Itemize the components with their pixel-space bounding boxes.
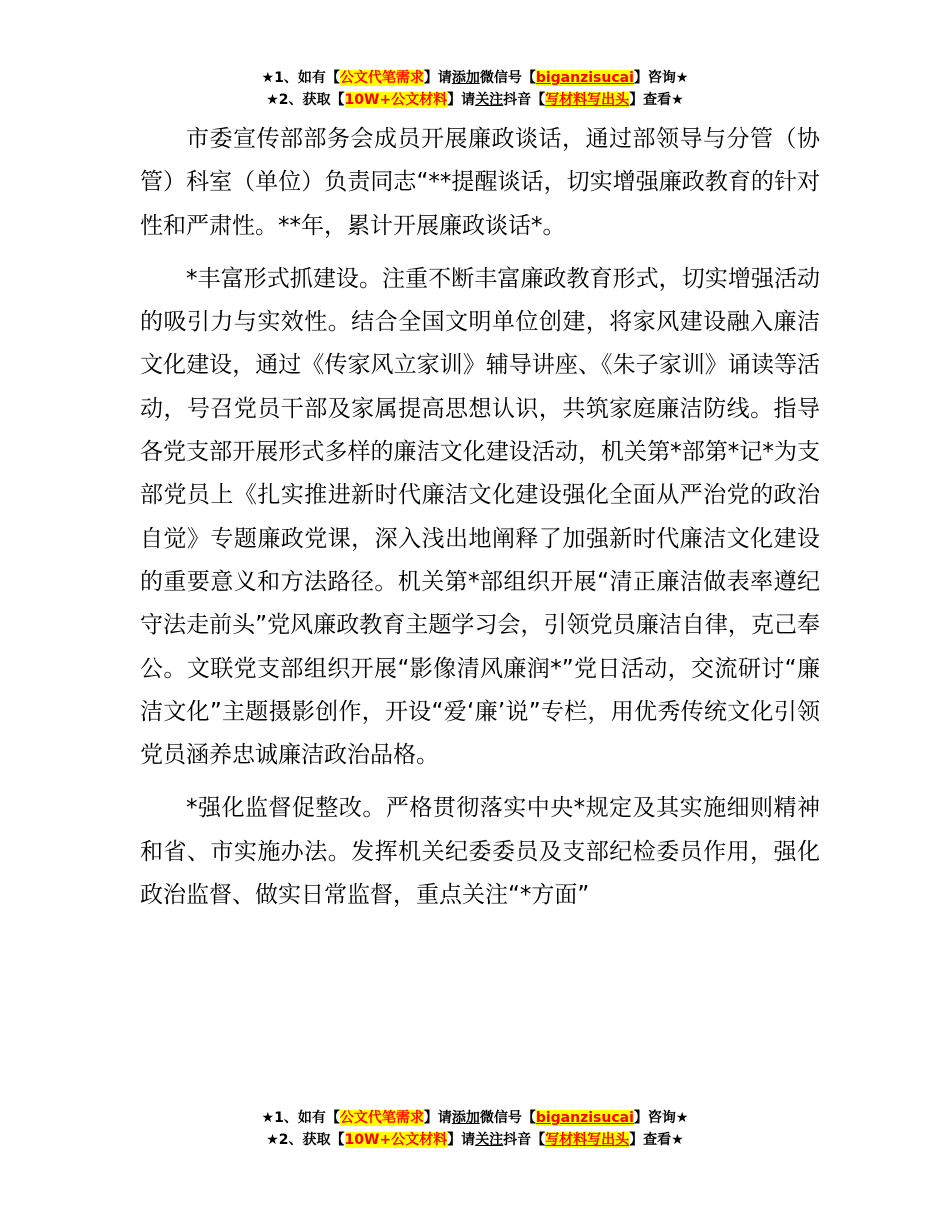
highlight-text: 公文代笔需求 [339,70,424,86]
banner-text: ★2、获取【 [266,92,345,108]
highlight-text: 公文代笔需求 [339,1110,424,1126]
banner-line-2 [0,1129,950,1151]
underlined-text: 添加 [451,1110,480,1126]
banner-text: 】查看★ [629,1132,684,1148]
banner-text: 】请 [447,1132,476,1148]
underlined-text: 关注 [475,1132,504,1148]
paragraph: *强化监督促整改。严格贯彻落实中央*规定及其实施细则精神和省、市实施办法。发挥机关纪委委员及支部纪检委员作用，强化政治监督、做实日常监督，重点关注“*方面” [140,795,820,909]
banner-text: 】咨询★ [633,70,689,86]
banner-line-2 [0,89,950,111]
underlined-text: 关注 [475,92,504,108]
banner-text: 抖音【 [503,92,546,108]
highlight-text: 10W+公文材料 [344,1132,448,1148]
wechat-id: biganzisucai [535,1110,634,1126]
douyin-id: 写材料写出头 [545,1132,630,1148]
douyin-id: 写材料写出头 [545,92,630,108]
banner-text: ★1、如有【 [261,1110,340,1126]
banner-text: 抖音【 [503,1132,546,1148]
banner-line-1 [0,67,950,89]
banner-text: ★1、如有【 [261,70,340,86]
banner-text: 】请 [447,92,476,108]
banner-text: 】查看★ [629,92,684,108]
banner-text: 微信号【 [479,70,536,86]
banner-text: 】咨询★ [633,1110,689,1126]
paragraph: 市委宣传部部务会成员开展廉政谈话，通过部领导与分管（协管）科室（单位）负责同志“**提醒谈话，切实增强廉政教育的针对性和严肃性。**年，累计开展廉政谈话*。 [140,126,820,239]
banner-line-1 [0,1107,950,1129]
banner-text: 】请 [423,1110,452,1126]
header-banner [0,67,950,111]
footer-banner [0,1107,950,1151]
banner-text: 】请 [423,70,452,86]
underlined-text: 添加 [451,70,480,86]
wechat-id: biganzisucai [535,70,634,86]
highlight-text: 10W+公文材料 [344,92,448,108]
document-body [140,118,820,927]
banner-text: ★2、获取【 [266,1132,345,1148]
paragraph: *丰富形式抓建设。注重不断丰富廉政教育形式，切实增强活动的吸引力与实效性。结合全国文明单位创建，将家风建设融入廉洁文化建设，通过《传家风立家训》辅导讲座、《朱子家训》诵读等活动，号召党员干部及家属提高思想认识，共筑家庭廉洁防线。指导各党支部开展形式多样的廉洁文化建设活动，机关第*部第*记*为支部党员上《扎实推进新时代廉洁文化建设强化全面从严治党的政治自觉》专题廉政党课，深入浅出地阐释了加强新时代廉洁文化建设的重要意义和方法路径。机关第*部组织开展“清正廉洁做表率遵纪守法走前头”党风廉政教育主题学习会，引领党员廉洁自律，克己奉公。文联党支部组织开展“影像清风廉润*”党日活动，交流研讨“廉洁文化”主题摄影创作，开设“爱‘廉’说”专栏，用优秀传统文化引领党员涵养忠诚廉洁政治品格。 [140,265,820,769]
banner-text: 微信号【 [479,1110,536,1126]
